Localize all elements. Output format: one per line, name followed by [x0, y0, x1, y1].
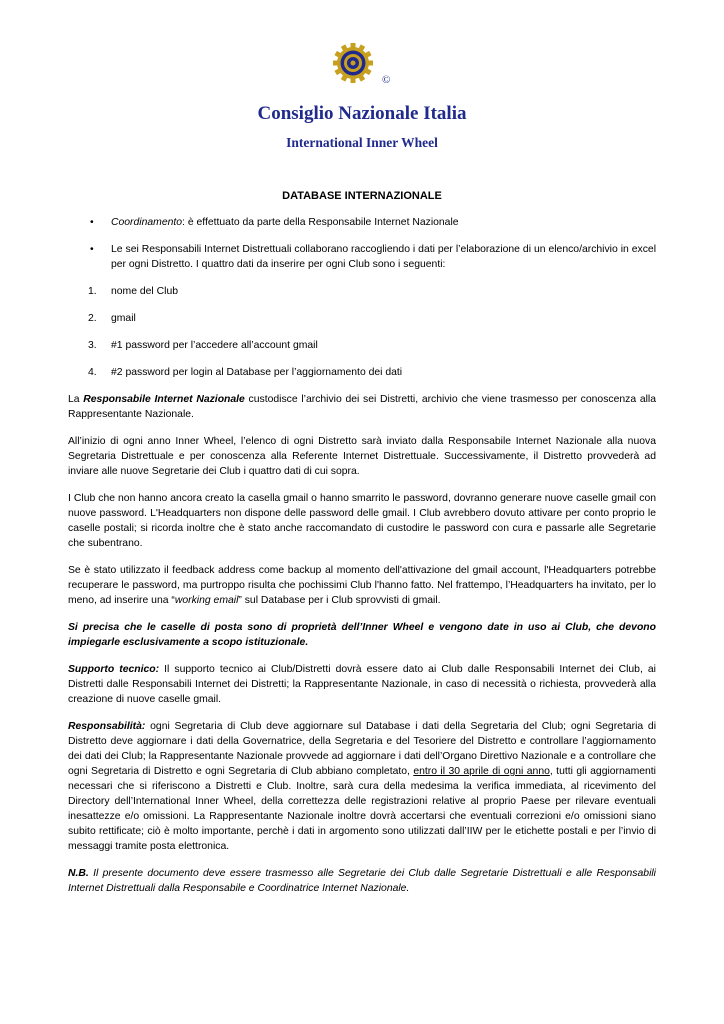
text-run: ” sul Database per i Club sprovvisti di gmail.: [238, 595, 441, 606]
paragraph-feedback-address: [68, 563, 656, 608]
text-run: Il supporto tecnico ai Club/Distretti dovrà essere dato ai Club dalle Responsabili Internet dei Club, ai Distretti dalle Responsabili Internet dei Distretti; la Rappresentante Nazionale, in caso di necessità o richiesta, provvederà alla creazione di nuove caselle gmail.: [68, 664, 656, 705]
paragraph-inizio-anno: All’inizio di ogni anno Inner Wheel, l’elenco di ogni Distretto sarà inviato dalla Responsabile Internet Nazionale alla nuova Segretaria Distrettuale e per conoscenza alla Referente Internet Distrettuale. Successivamente, il Distretto provvederà ad inviare alle nuove Segretarie dei Club i quattro dati di cui sopra.: [68, 436, 656, 477]
numbered-item: [68, 338, 656, 353]
paragraph-gmail: I Club che non hanno ancora creato la casella gmail o hanno smarrito le password, dovranno generare nuove caselle gmail con nuove password. L'Headquarters non dispone delle password delle gmail. I Club avrebbero dovuto attivare per conto proprio le caselle postali; si ricorda inoltre che è stato anche raccomandato di custodire le password con cura e passarle alle Segretarie che subentrano.: [68, 493, 656, 549]
bullet-item-coordinamento: [68, 215, 656, 230]
item-number: 2.: [88, 313, 97, 324]
deadline-text: entro il 30 aprile di ogni anno: [413, 766, 550, 777]
copyright-symbol: ©: [382, 74, 391, 86]
paragraph-supporto-tecnico: [68, 662, 656, 707]
organization-subtitle: International Inner Wheel: [286, 135, 438, 150]
text-run: Se è stato utilizzato il feedback address come backup al momento dell'attivazione del gmail account, l'Headquarters potrebbe recuperare le password, ma purtroppo risulta che pochissimi Club l'hanno fatto. Nel frattempo, l’Headquarters ha invitato, per lo meno, ad inserire una “: [68, 565, 656, 606]
emphasis-run: working email: [174, 595, 239, 606]
document-body: [68, 215, 656, 908]
paragraph-proprieta-caselle: Si precisa che le caselle di posta sono di proprietà dell’Inner Wheel e vengono date in uso ai Club, che devono impiegarle esclusivamente a scopo istituzionale.: [68, 622, 656, 648]
text-run: Il presente documento deve essere trasmesso alle Segretarie dei Club dalle Segretarie Distrettuali e alle Responsabili Internet Distrettuali dalla Responsabile e Coordinatrice Internet Nazionale.: [68, 868, 656, 894]
numbered-item: [68, 311, 656, 326]
text-run: custodisce l’archivio dei sei Distretti, archivio che viene trasmesso per conoscenza alla Rappresentante Nazionale.: [68, 394, 656, 420]
text-run: La: [68, 394, 84, 405]
item-text: nome del Club: [111, 286, 179, 297]
coordinamento-text: : è effettuato da parte della Responsabile Internet Nazionale: [182, 217, 459, 228]
responsabili-text: Le sei Responsabili Internet Distrettuali collaborano raccogliendo i dati per l’elaborazione di un elenco/archivio in excel per ogni Distretto. I quattro dati da inserire per ogni Club sono i seguenti:: [111, 244, 656, 270]
paragraph-responsabilita: [68, 719, 656, 854]
item-text: gmail: [111, 313, 136, 324]
nb-label: N.B.: [68, 868, 89, 879]
paragraph-archivio: [68, 392, 656, 422]
numbered-item: [68, 365, 656, 380]
text-run: ogni Segretaria di Club deve aggiornare sul Database i dati della Segretaria del Club; ogni Segretaria di Distretto deve aggiornare i dati della Governatrice, della Segretaria e del Tesoriere del Distretto e controllare l’aggiornamento dei dati dei Club; la Rappresentante Nazionale provvede ad aggiornare i dati dell’Organo Direttivo Nazionale e a controllare che ogni Segretaria di Distretto e ogni Segretaria di Club abbiano completato,: [68, 721, 656, 777]
text-run: , tutti gli aggiornamenti necessari che si riferiscono a Distretti e Club. Inoltre, sarà cura della medesima la verifica immediata, al ricevimento del Directory dell’International Inner Wheel, della correttezza delle registrazioni relative al proprio Paese per rilevare eventuali inesattezze e/o omissioni. La Rappresentante Nazionale inoltre dovrà accertarsi che eventuali correzioni e/o omissioni siano subito rettificate; ciò è molto importante, perchè i dati in argomento sono utilizzati dall’IIW per le etichette postali e per l’invio di messaggi tramite posta elettronica.: [68, 766, 656, 852]
item-number: 1.: [88, 286, 97, 297]
item-text: #1 password per l’accedere all’account gmail: [111, 340, 318, 351]
item-number: 3.: [88, 340, 97, 351]
organization-title: Consiglio Nazionale Italia: [257, 103, 467, 124]
item-number: 4.: [88, 367, 97, 378]
bullet-marker: •: [90, 217, 94, 228]
coordinamento-label: Coordinamento: [111, 217, 183, 228]
numbered-item: [68, 284, 656, 299]
responsabilita-label: Responsabilità:: [68, 721, 146, 732]
bullet-item-responsabili: [68, 242, 656, 272]
inner-wheel-emblem-icon: [333, 42, 373, 86]
document-heading: DATABASE INTERNAZIONALE: [282, 190, 442, 202]
supporto-tecnico-label: Supporto tecnico:: [68, 664, 160, 675]
bullet-marker: •: [90, 244, 94, 255]
item-text: #2 password per login al Database per l’aggiornamento dei dati: [111, 367, 403, 378]
paragraph-nota-bene: [68, 866, 656, 896]
emphasis-run: Responsabile Internet Nazionale: [83, 394, 245, 405]
